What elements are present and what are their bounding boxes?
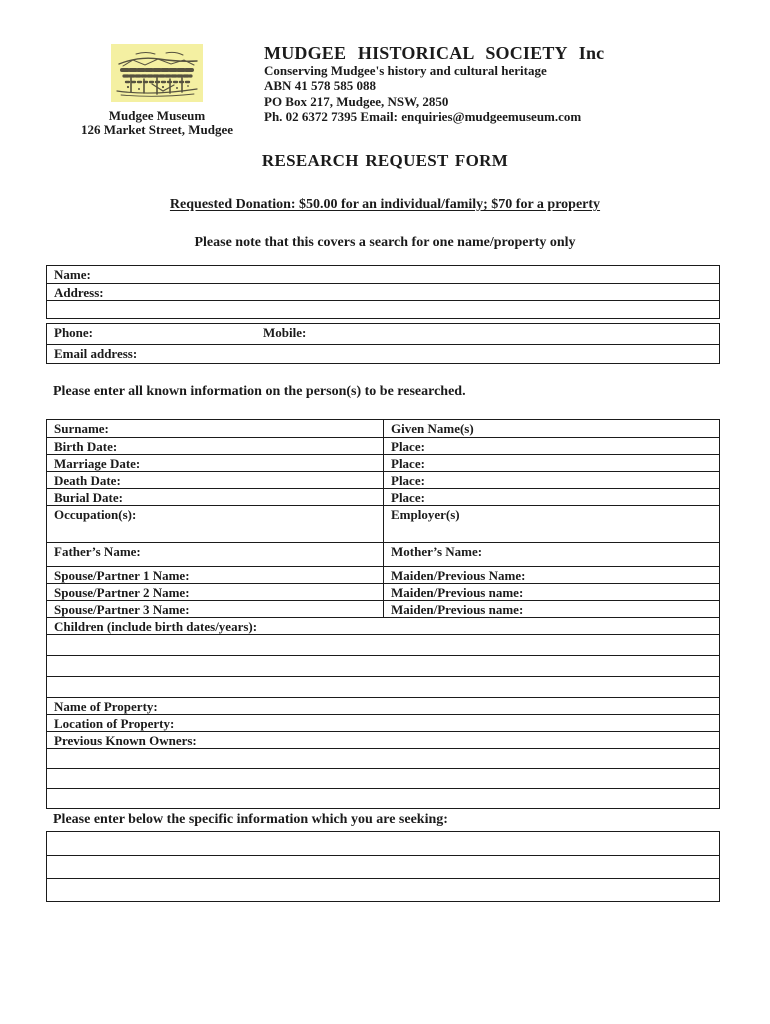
spouse1-maiden-label: Maiden/Previous Name:	[383, 567, 719, 583]
header	[0, 42, 770, 136]
surname-row[interactable]	[47, 420, 719, 437]
phone-label: Phone:	[54, 325, 93, 340]
spouse2-maiden-label: Maiden/Previous name:	[383, 584, 719, 600]
property-name-label: Name of Property:	[54, 699, 158, 714]
organisation-details	[264, 42, 604, 125]
property-input-row-3[interactable]	[47, 788, 719, 808]
spouse3-maiden-label: Maiden/Previous name:	[383, 601, 719, 617]
children-input-row-1[interactable]	[47, 634, 719, 655]
contact-table-top	[46, 265, 720, 319]
seeking-input-row-3[interactable]	[47, 878, 719, 901]
burial-date-row[interactable]	[47, 488, 719, 505]
birth-date-label: Birth Date:	[54, 439, 118, 454]
previous-owners-label: Previous Known Owners:	[54, 733, 197, 748]
museum-logo-block	[78, 42, 236, 136]
occupation-label: Occupation(s):	[54, 507, 137, 522]
birth-date-row[interactable]	[47, 437, 719, 454]
note-line: Please note that this covers a search for one name/property only	[194, 235, 576, 250]
children-input-row-2[interactable]	[47, 655, 719, 676]
marriage-date-row[interactable]	[47, 454, 719, 471]
seeking-table	[46, 831, 720, 902]
logo-caption-line2: 126 Market Street, Mudgee	[80, 121, 234, 137]
death-date-row[interactable]	[47, 471, 719, 488]
mobile-label: Mobile:	[263, 325, 307, 340]
seeking-input-row-2[interactable]	[47, 855, 719, 878]
children-input-row-3[interactable]	[47, 676, 719, 697]
address-overflow-input-row[interactable]	[47, 300, 719, 318]
marriage-date-label: Marriage Date:	[54, 456, 141, 471]
donation-line: Requested Donation: $50.00 for an individual/family; $70 for a property	[169, 197, 601, 212]
spouse1-name-label: Spouse/Partner 1 Name:	[54, 568, 190, 583]
birth-place-label: Place:	[383, 438, 719, 454]
marriage-place-label: Place:	[383, 455, 719, 471]
contact-table-bottom	[46, 323, 720, 364]
spouse2-row[interactable]	[47, 583, 719, 600]
father-name-label: Father’s Name:	[54, 544, 141, 559]
logo-caption-line1: Mudgee Museum	[108, 108, 206, 123]
person-research-table	[46, 419, 720, 809]
spouse3-row[interactable]	[47, 600, 719, 617]
father-mother-row[interactable]	[47, 542, 719, 566]
property-input-row-1[interactable]	[47, 748, 719, 768]
mother-name-label: Mother’s Name:	[383, 543, 719, 566]
given-names-label: Given Name(s)	[383, 420, 719, 437]
occupation-row[interactable]	[47, 505, 719, 542]
surname-label: Surname:	[54, 421, 109, 436]
spouse3-name-label: Spouse/Partner 3 Name:	[54, 602, 190, 617]
previous-owners-row[interactable]	[47, 731, 719, 748]
burial-place-label: Place:	[383, 489, 719, 505]
burial-date-label: Burial Date:	[54, 490, 123, 505]
organisation-name: MUDGEE HISTORICAL SOCIETY Inc	[264, 43, 605, 63]
person-section-heading: Please enter all known information on the person(s) to be researched.	[53, 384, 466, 399]
death-place-label: Place:	[383, 472, 719, 488]
form-title: RESEARCH REQUEST FORM	[261, 151, 509, 170]
seeking-heading: Please enter below the specific information which you are seeking:	[53, 812, 448, 827]
name-row[interactable]	[47, 266, 719, 283]
phone-mobile-row[interactable]	[47, 324, 719, 344]
spouse2-name-label: Spouse/Partner 2 Name:	[54, 585, 190, 600]
organisation-abn: ABN 41 578 585 088	[264, 78, 376, 94]
children-row[interactable]	[47, 617, 719, 634]
employer-label: Employer(s)	[383, 506, 719, 542]
property-location-row[interactable]	[47, 714, 719, 731]
children-label: Children (include birth dates/years):	[54, 619, 258, 634]
email-label: Email address:	[54, 346, 138, 361]
address-label: Address:	[54, 285, 104, 300]
address-row[interactable]	[47, 283, 719, 300]
organisation-address: PO Box 217, Mudgee, NSW, 2850	[264, 93, 449, 109]
property-name-row[interactable]	[47, 697, 719, 714]
museum-building-sketch-icon	[111, 44, 203, 102]
death-date-label: Death Date:	[54, 473, 121, 488]
organisation-contact: Ph. 02 6372 7395 Email: enquiries@mudgeemuseum.com	[264, 109, 582, 125]
spouse1-row[interactable]	[47, 566, 719, 583]
property-location-label: Location of Property:	[54, 716, 175, 731]
seeking-input-row-1[interactable]	[47, 832, 719, 855]
organisation-tagline: Conserving Mudgee's history and cultural heritage	[264, 63, 547, 78]
property-input-row-2[interactable]	[47, 768, 719, 788]
name-label: Name:	[54, 267, 91, 282]
email-row[interactable]	[47, 344, 719, 363]
